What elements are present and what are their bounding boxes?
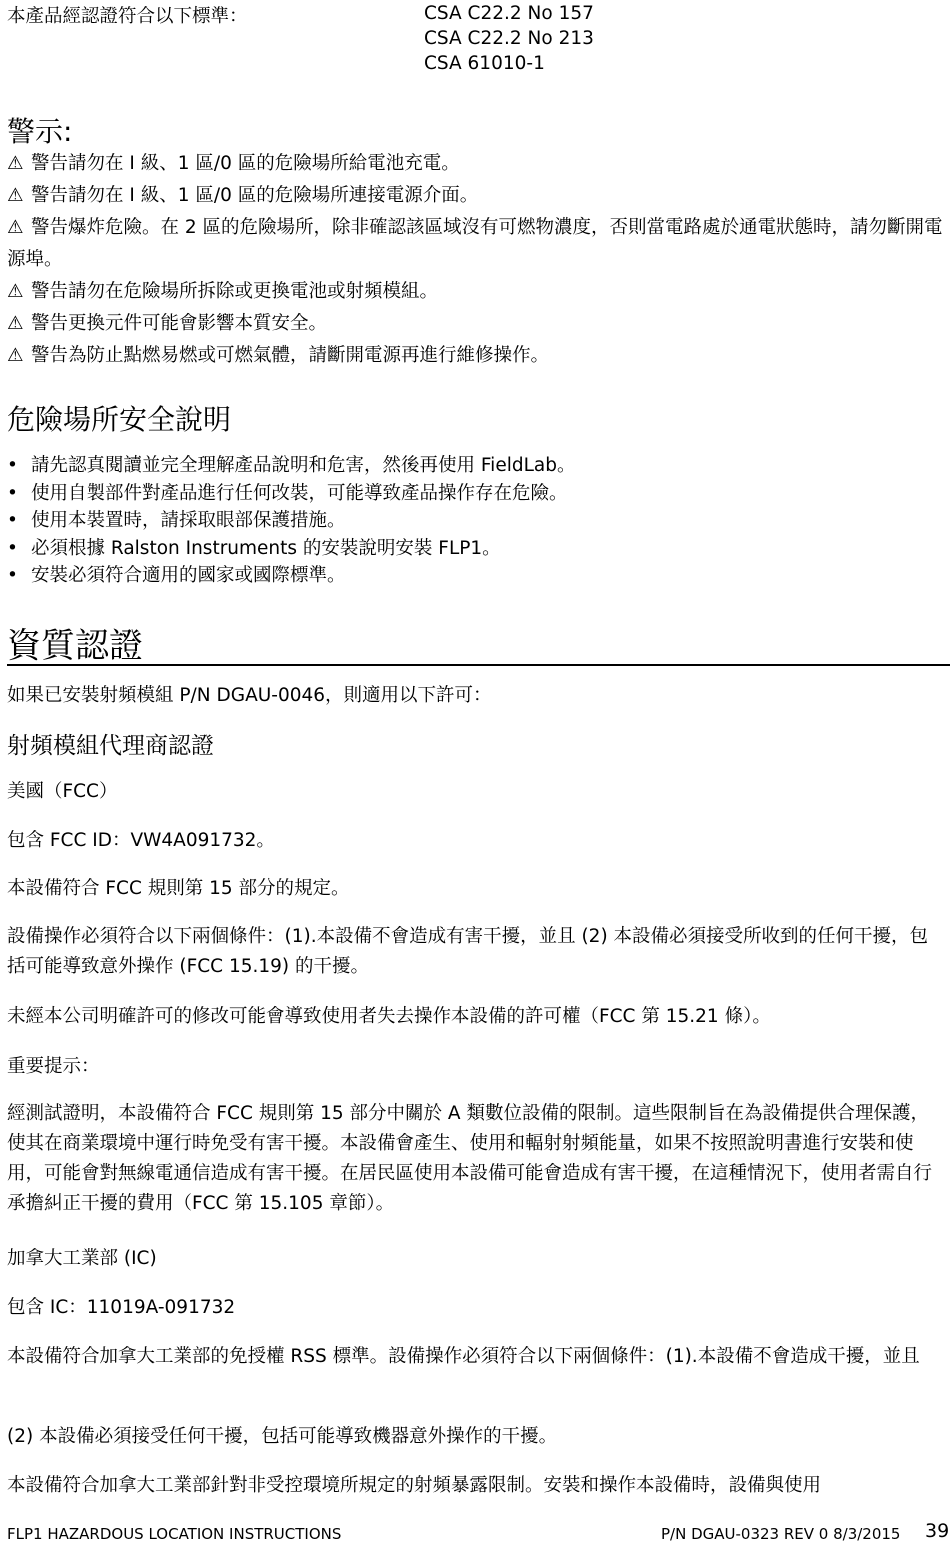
page-number: 39 xyxy=(925,1520,950,1542)
warning-item xyxy=(7,148,943,180)
footer-part-number: P/N DGAU-0323 REV 0 8/3/2015 xyxy=(661,1525,901,1543)
ic-rss: 本設備符合加拿大工業部的免授權 RSS 標準。設備操作必須符合以下兩個條件：(1).本設備不會造成干擾，並且 xyxy=(7,1346,920,1367)
certification-title: 資質認證 xyxy=(7,626,143,666)
standard-item: CSA C22.2 No 157 xyxy=(424,3,594,24)
list-item xyxy=(7,480,943,508)
warning-item xyxy=(7,180,943,212)
bullet-icon: • xyxy=(7,537,18,559)
document-page xyxy=(7,0,943,1496)
section-divider xyxy=(7,664,950,666)
list-item-text: 使用自製部件對產品進行任何改裝，可能導致產品操作存在危險。 xyxy=(31,482,568,504)
warning-icon: ⚠ xyxy=(7,313,24,334)
warning-icon: ⚠ xyxy=(7,153,24,174)
warning-text: 警告爆炸危險。在 2 區的危險場所，除非確認該區域沒有可燃物濃度，否則當電路處於通電狀態時，請勿斷開電源埠。 xyxy=(7,217,943,270)
canada-heading: 加拿大工業部 (IC) xyxy=(7,1248,157,1269)
warnings-title: 警示: xyxy=(7,115,73,148)
bullet-icon: • xyxy=(7,565,18,586)
ic-exposure: 本設備符合加拿大工業部針對非受控環境所規定的射頻暴露限制。安裝和操作本設備時，設備與使用 xyxy=(7,1475,822,1496)
standards-label: 本產品經認證符合以下標準： xyxy=(7,6,248,27)
warning-item xyxy=(7,276,943,308)
fcc-class-a: 經測試證明，本設備符合 FCC 規則第 15 部分中關於 A 類數位設備的限制。這些限制旨在為設備提供合理保護，使其在商業環境中運行時免受有害干擾。本設備會產生、使用和輻射射頻能量，如果不按照說明書進行安裝和使用，可能會對無線電通信造成有害干擾。在居民區使用本設備可能會造成有害干擾，在這種情況下，使用者需自行承擔糾正干擾的費用（FCC 第 15.105 章節）。 xyxy=(7,1103,933,1214)
list-item xyxy=(7,452,943,480)
ic-id: 包含 IC：11019A-091732 xyxy=(7,1297,236,1318)
warning-item xyxy=(7,308,943,340)
warning-text: 警告更換元件可能會影響本質安全。 xyxy=(31,313,328,334)
warning-item xyxy=(7,212,943,276)
standards-block xyxy=(7,0,943,75)
important-note: 重要提示： xyxy=(7,1056,100,1077)
bullet-icon: • xyxy=(7,510,18,531)
warning-text: 警告請勿在危險場所拆除或更換電池或射頻模組。 xyxy=(31,281,439,302)
fcc-modification: 未經本公司明確許可的修改可能會導致使用者失去操作本設備的許可權（FCC 第 15.21 條）。 xyxy=(7,1006,771,1027)
standard-item: CSA C22.2 No 213 xyxy=(424,28,594,49)
list-item-text: 必須根據 Ralston Instruments 的安裝說明安裝 FLP1。 xyxy=(31,537,501,559)
list-item xyxy=(7,535,943,563)
fcc-part: 本設備符合 FCC 規則第 15 部分的規定。 xyxy=(7,878,350,899)
warning-item xyxy=(7,340,943,372)
footer-title: FLP1 HAZARDOUS LOCATION INSTRUCTIONS xyxy=(7,1525,342,1543)
list-item xyxy=(7,562,943,590)
standards-list xyxy=(424,1,594,76)
warning-text: 警告為防止點燃易燃或可燃氣體，請斷開電源再進行維修操作。 xyxy=(31,345,550,366)
list-item-text: 請先認真閱讀並完全理解產品說明和危害，然後再使用 FieldLab。 xyxy=(31,455,576,476)
warning-text: 警告請勿在 I 級、1 區/0 區的危險場所給電池充電。 xyxy=(31,153,460,174)
bullet-icon: • xyxy=(7,455,18,476)
warnings-list xyxy=(7,148,943,372)
warning-icon: ⚠ xyxy=(7,281,24,302)
list-item-text: 使用本裝置時，請採取眼部保護措施。 xyxy=(31,510,346,531)
list-item-text: 安裝必須符合適用的國家或國際標準。 xyxy=(31,565,346,586)
safety-title: 危險場所安全說明 xyxy=(7,403,232,436)
bullet-icon: • xyxy=(7,482,18,504)
safety-list xyxy=(7,452,943,590)
fcc-conditions: 設備操作必須符合以下兩個條件：(1).本設備不會造成有害干擾，並且 (2) 本設備必須接受所收到的任何干擾，包括可能導致意外操作 (FCC 15.19) 的干擾。 xyxy=(7,926,929,977)
warning-text: 警告請勿在 I 級、1 區/0 區的危險場所連接電源介面。 xyxy=(31,185,479,206)
warning-icon: ⚠ xyxy=(7,217,24,238)
usa-heading: 美國（FCC） xyxy=(7,781,118,802)
fcc-id: 包含 FCC ID：VW4A091732。 xyxy=(7,830,275,851)
standard-item: CSA 61010-1 xyxy=(424,53,545,74)
ic-interference: (2) 本設備必須接受任何干擾，包括可能導致機器意外操作的干擾。 xyxy=(7,1426,558,1447)
certification-intro: 如果已安裝射頻模組 P/N DGAU-0046，則適用以下許可： xyxy=(7,685,492,706)
warning-icon: ⚠ xyxy=(7,185,24,206)
agency-title: 射頻模組代理商認證 xyxy=(7,733,214,759)
warning-icon: ⚠ xyxy=(7,345,24,366)
list-item xyxy=(7,507,943,535)
